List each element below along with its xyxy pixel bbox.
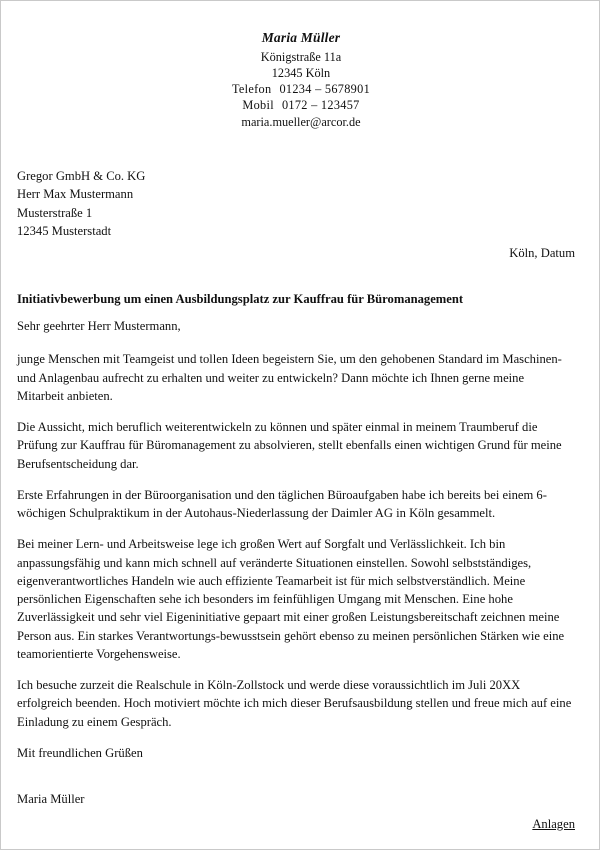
signature-name: Maria Müller	[17, 792, 85, 806]
body-paragraph: Erste Erfahrungen in der Büroorganisation und den täglichen Büroaufgaben habe ich bereits bei einem 6-wöchigen Schulpraktikum in der Autohaus-Niederlassung der Daimler AG in Köln gesammelt.	[17, 487, 547, 520]
letter-body	[17, 317, 573, 808]
sender-mobile-value: 0172 – 123457	[281, 98, 360, 113]
recipient-street: Musterstraße 1	[17, 205, 93, 220]
sender-mobile-label: Mobil	[242, 98, 274, 113]
attachments-label: Anlagen	[532, 817, 575, 831]
recipient-company: Gregor GmbH & Co. KG	[17, 169, 146, 183]
body-paragraph: junge Menschen mit Teamgeist und tollen Ideen begeistern Sie, um den gehobenen Standard im Maschinen- und Anlagenbau aufrecht zu erhalten und weiter zu entwickeln? Dann möchte ich Ihnen gerne meine Mitarbeit anbieten.	[17, 352, 562, 403]
sender-phone-label: Telefon	[231, 82, 272, 97]
body-paragraph: Bei meiner Lern- und Arbeitsweise lege ich großen Wert auf Sorgfalt und Verlässlichkeit. Ich bin anpassungsfähig und kann mich schnell auf veränderte Situationen einstellen. Sowohl selbstständiges, eigenverantwortliches Handeln wie auch effiziente Teamarbeit ist für mich selbstverständlich. Meine persönlichen Eigenschaften sehe ich besonders im feinfühligen Umgang mit Menschen. Eine hohe Zuverlässigkeit und sehr viel Eigeninitiative gepaart mit einer großen Leistungsbereitschaft zeichnen meine Person aus. Ein starkes Verantwortungs-bewusstsein gehört ebenso zu meinen persönlichen Stärken wie eine teamorientierte Vorgehensweise.	[17, 537, 565, 661]
letter-sheet	[1, 1, 600, 850]
body-paragraph: Ich besuche zurzeit die Realschule in Köln-Zollstock und werde diese voraussichtlich im Juli 20XX erfolgreich beenden. Hoch motiviert möchte ich mich dieser Berufsausbildung stellen und freue mich auf eine Einladung zu einem Gespräch.	[17, 678, 572, 729]
sender-city: 12345 Köln	[271, 66, 331, 81]
sender-name: Maria Müller	[261, 30, 341, 45]
recipient-city: 12345 Musterstadt	[17, 223, 112, 238]
recipient-contact: Herr Max Mustermann	[17, 187, 134, 202]
salutation: Sehr geehrter Herr Mustermann,	[17, 319, 181, 333]
place-date: Köln, Datum	[509, 246, 575, 260]
recipient-block	[17, 167, 145, 240]
letter-subject: Initiativbewerbung um einen Ausbildungsplatz zur Kauffrau für Büromanagement	[17, 292, 464, 306]
sender-phone-value: 01234 – 5678901	[279, 82, 371, 97]
sender-phone-line	[1, 81, 600, 97]
sender-street: Königstraße 11a	[260, 49, 342, 64]
sender-block	[1, 29, 600, 130]
sender-mobile-line	[1, 97, 600, 113]
body-paragraph: Die Aussicht, mich beruflich weiterentwickeln zu können und später einmal in meinem Traumberuf die Prüfung zur Kauffrau für Büromanagement zu absolvieren, stellt ebenfalls einen wichtigen Grund für meine Berufsentscheidung dar.	[17, 420, 562, 471]
sender-email: maria.mueller@arcor.de	[241, 114, 361, 129]
closing: Mit freundlichen Grüßen	[17, 745, 143, 760]
